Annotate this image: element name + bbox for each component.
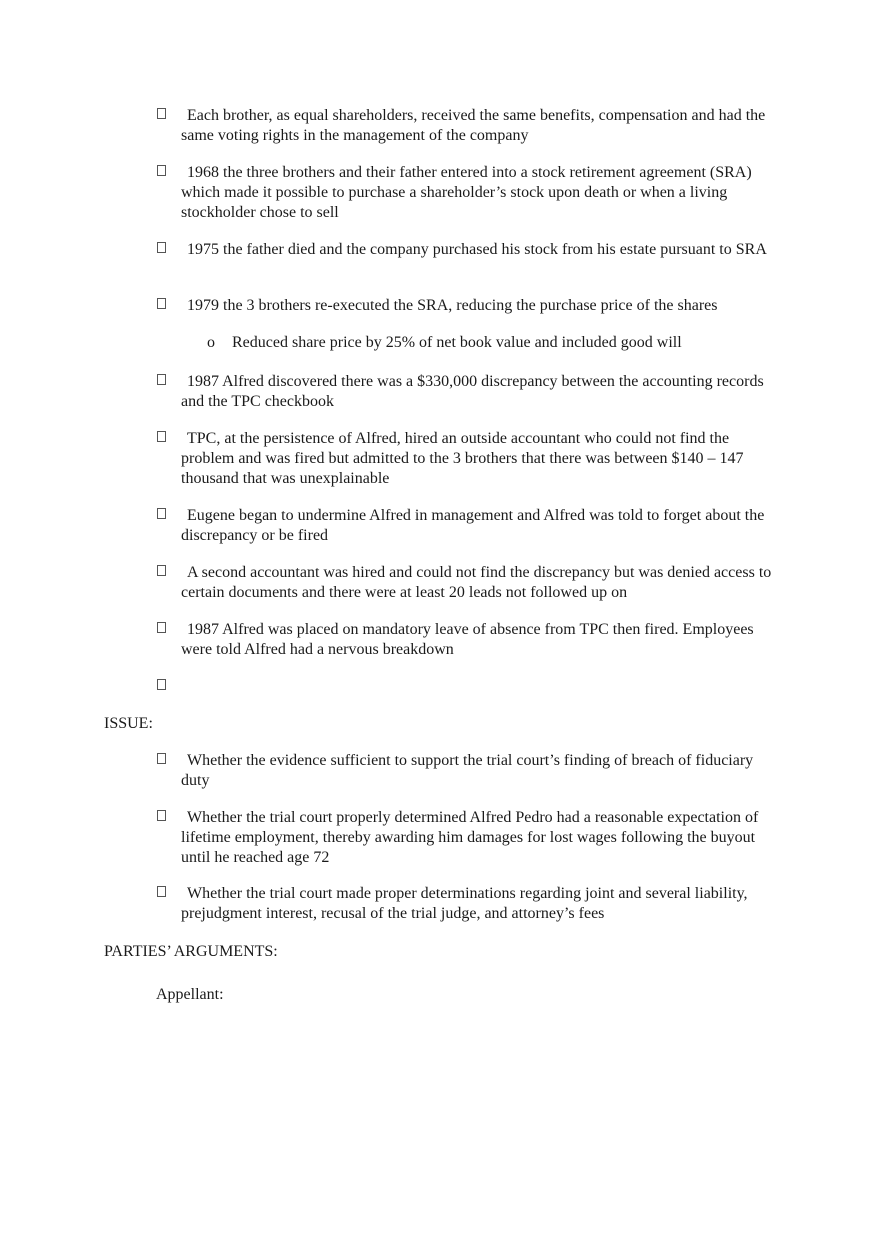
arguments-heading: PARTIES’ ARGUMENTS:: [104, 943, 278, 960]
issue-text: Whether the evidence sufficient to support the trial court’s finding of breach of fiduciary duty: [181, 752, 754, 789]
issue-bullet-3: [181, 884, 781, 924]
fact-text: A second accountant was hired and could not find the discrepancy but was denied access to certain documents and there were at least 20 leads not followed up on: [181, 564, 772, 601]
bullet-box-icon: [157, 886, 166, 897]
fact-bullet-5: [181, 372, 781, 412]
sub-bullet-marker: o: [207, 334, 215, 351]
fact-text: 1987 Alfred was placed on mandatory leave of absence from TPC then fired. Employees were told Alfred had a nervous breakdown: [181, 621, 754, 658]
bullet-box-icon: [157, 242, 166, 253]
fact-bullet-7: [181, 506, 781, 546]
sub-bullet-text: Reduced share price by 25% of net book value and included good will: [232, 334, 682, 351]
fact-text: Eugene began to undermine Alfred in management and Alfred was told to forget about the discrepancy or be fired: [181, 507, 765, 544]
bullet-box-icon: [157, 508, 166, 519]
fact-bullet-6: [181, 429, 781, 489]
bullet-box-icon: [157, 753, 166, 764]
fact-text: 1968 the three brothers and their father entered into a stock retirement agreement (SRA) which made it possible to purchase a shareholder’s stock upon death or when a living stockholder chose to sell: [181, 164, 752, 221]
bullet-box-icon: [157, 679, 166, 690]
fact-sub-bullet: [207, 333, 792, 353]
fact-text: 1987 Alfred discovered there was a $330,000 discrepancy between the accounting records and the TPC checkbook: [181, 373, 764, 410]
fact-text: 1975 the father died and the company purchased his stock from his estate pursuant to SRA: [187, 241, 767, 258]
bullet-box-icon: [157, 565, 166, 576]
bullet-box-icon: [157, 431, 166, 442]
bullet-box-icon: [157, 298, 166, 309]
fact-text: Each brother, as equal shareholders, received the same benefits, compensation and had the same voting rights in the management of the company: [181, 107, 766, 144]
fact-bullet-4: [181, 296, 781, 316]
appellant-subheading: Appellant:: [156, 986, 224, 1003]
issue-heading: ISSUE:: [104, 715, 153, 732]
fact-bullet-3: [181, 240, 781, 260]
bullet-box-icon: [157, 810, 166, 821]
fact-bullet-9: [181, 620, 781, 660]
fact-bullet-2: [181, 163, 781, 223]
fact-text: TPC, at the persistence of Alfred, hired an outside accountant who could not find the problem and was fired but admitted to the 3 brothers that there was between $140 – 147 thousand that was unexplainable: [181, 430, 744, 487]
bullet-box-icon: [157, 622, 166, 633]
bullet-box-icon: [157, 374, 166, 385]
fact-bullet-1: [181, 106, 781, 146]
issue-text: Whether the trial court properly determined Alfred Pedro had a reasonable expectation of lifetime employment, thereby awarding him damages for lost wages following the buyout until he reached age 72: [181, 809, 759, 866]
fact-text: 1979 the 3 brothers re-executed the SRA, reducing the purchase price of the shares: [187, 297, 718, 314]
issue-bullet-1: [181, 751, 781, 791]
fact-bullet-8: [181, 563, 781, 603]
issue-bullet-2: [181, 808, 781, 868]
bullet-box-icon: [157, 165, 166, 176]
bullet-box-icon: [157, 108, 166, 119]
issue-text: Whether the trial court made proper determinations regarding joint and several liability, prejudgment interest, recusal of the trial judge, and attorney’s fees: [181, 885, 748, 922]
